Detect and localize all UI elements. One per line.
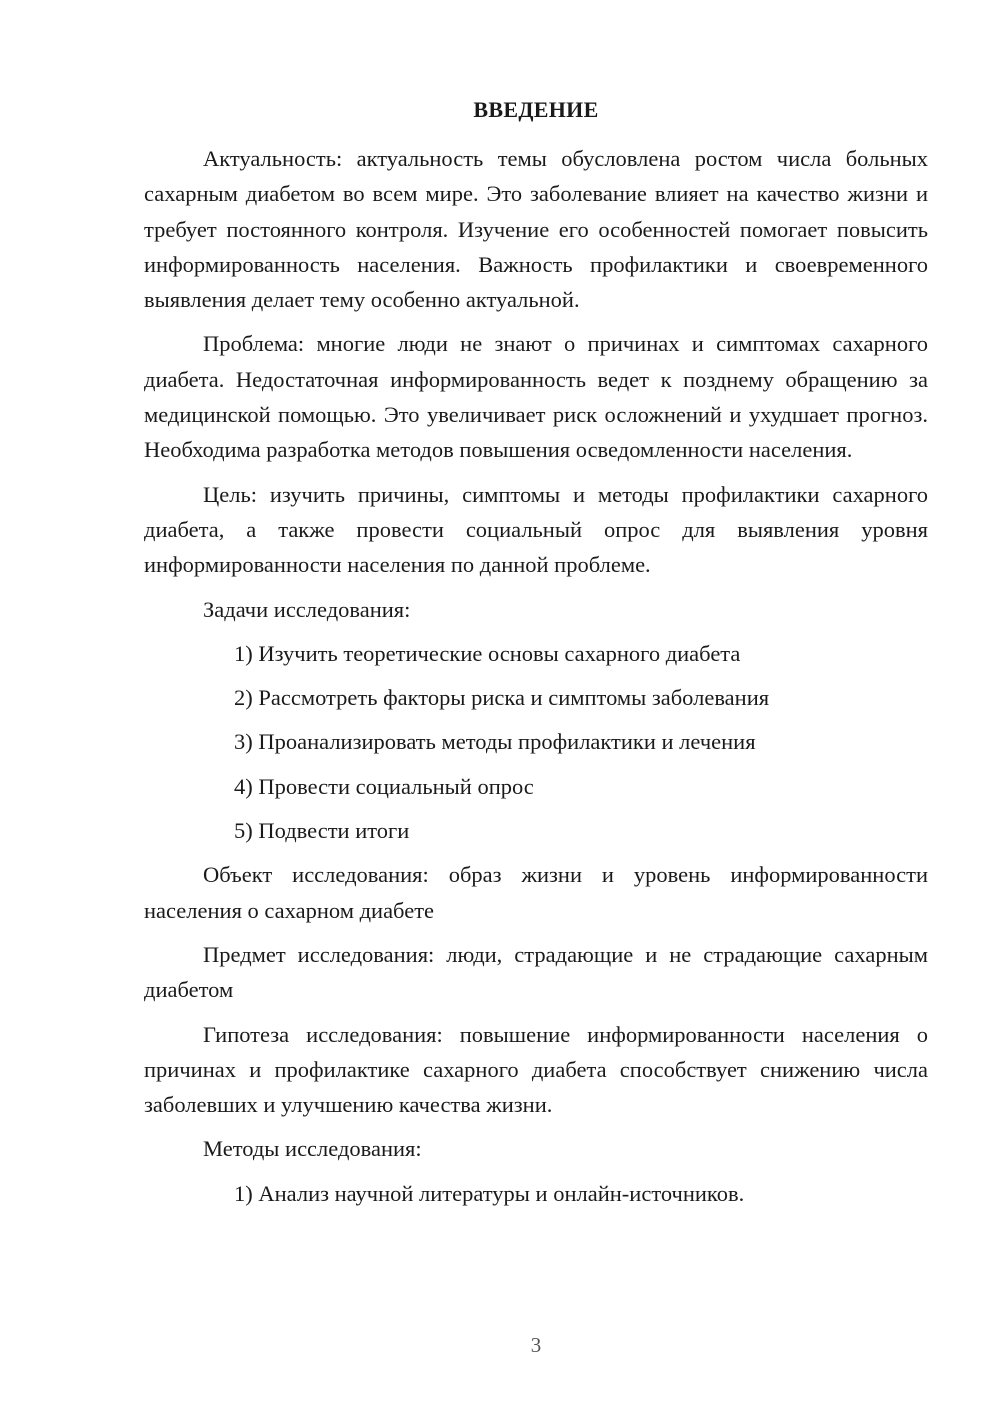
page-number: 3: [530, 1333, 542, 1357]
paragraph-object: Объект исследования: образ жизни и уровень информированности населения о сахарном диабете: [144, 862, 928, 923]
methods-heading: Методы исследования:: [203, 1136, 422, 1162]
paragraph-hypothesis: Гипотеза исследования: повышение информированности населения о причинах и профилактике сахарного диабета способствует снижению числа заболевших и улучшению качества жизни.: [144, 1021, 928, 1118]
task-item-2: 2) Рассмотреть факторы риска и симптомы заболевания: [234, 685, 770, 711]
tasks-heading: Задачи исследования:: [203, 596, 411, 622]
task-item-5: 5) Подвести итоги: [234, 818, 410, 844]
page-title: ВВЕДЕНИЕ: [473, 97, 599, 122]
paragraph-goal: Цель: изучить причины, симптомы и методы профилактики сахарного диабета, а также провести социальный опрос для выявления уровня информированности населения по данной проблеме.: [144, 481, 928, 578]
task-item-1: 1) Изучить теоретические основы сахарного диабета: [234, 640, 741, 666]
paragraph-problem: Проблема: многие люди не знают о причинах и симптомах сахарного диабета. Недостаточная информированность ведет к позднему обращению за медицинской помощью. Это увеличивает риск осложнений и ухудшает прогноз. Необходима разработка методов повышения осведомленности населения.: [144, 331, 928, 463]
task-item-4: 4) Провести социальный опрос: [234, 773, 534, 799]
page-body: [144, 141, 928, 1211]
task-item-3: 3) Проанализировать методы профилактики и лечения: [234, 729, 756, 755]
paragraph-relevance: Актуальность: актуальность темы обусловлена ростом числа больных сахарным диабетом во всем мире. Это заболевание влияет на качество жизни и требует постоянного контроля. Изучение его особенностей помогает повысить информированность населения. Важность профилактики и своевременного выявления делает тему особенно актуальной.: [144, 146, 928, 313]
paragraph-subject: Предмет исследования: люди, страдающие и не страдающие сахарным диабетом: [144, 941, 928, 1003]
method-item-1: 1) Анализ научной литературы и онлайн-источников.: [234, 1180, 745, 1206]
